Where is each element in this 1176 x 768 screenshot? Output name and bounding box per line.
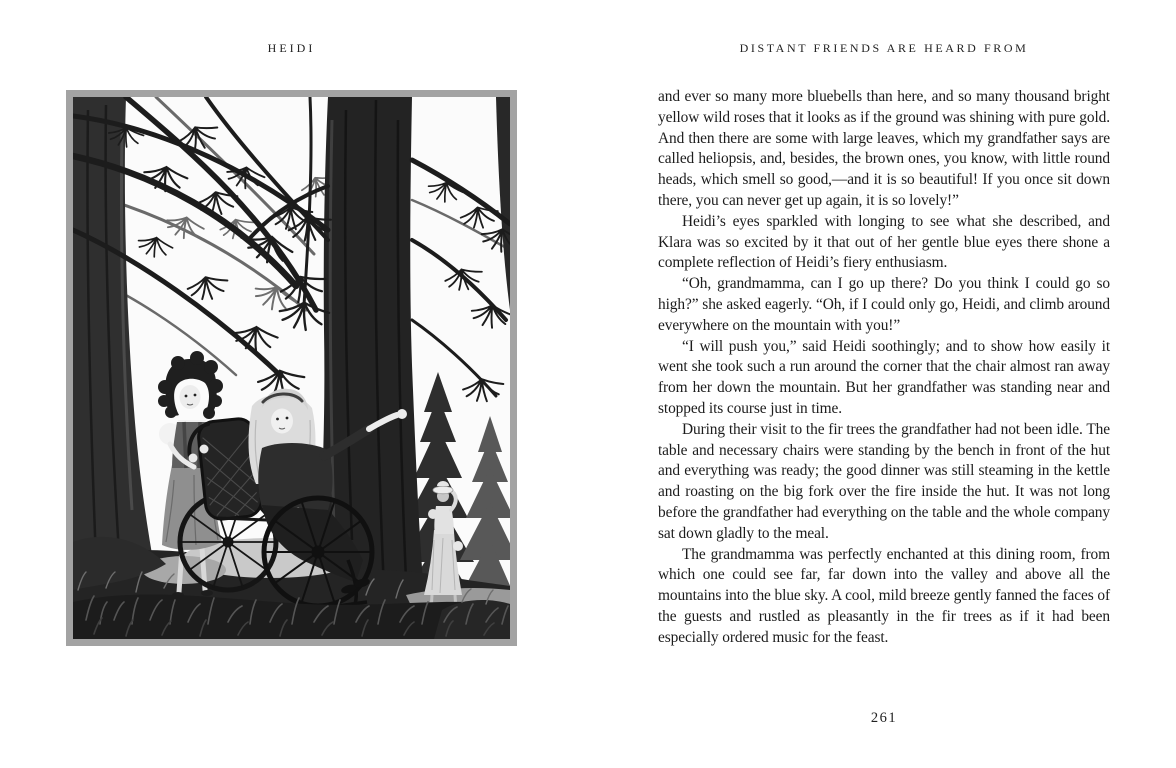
running-head-left: HEIDI [267, 41, 316, 55]
paragraph: “I will push you,” said Heidi soothingly; and to show how easily it went she took such a run around the corner that the chair almost ran away from her down the mountain. But her grandfather was standing near and stopped its course just in time. [658, 337, 1110, 417]
page-number: 261 [870, 710, 898, 726]
paragraph: “Oh, grandmamma, can I go up there? Do you think I could go so high?” she asked eagerly. “Oh, if I could only go, Heidi, and climb around everywhere on the mountain with you!” [658, 275, 1110, 334]
paragraph: The grandmamma was perfectly enchanted at this dining room, from which one could see far, far down into the valley and above all the mountains into the blue sky. A cool, mild breeze gently fanned the faces of the guests and rustled as pleasantly in the fir trees as if it had been especially ordered music for the feast. [658, 545, 1110, 646]
illustration [66, 90, 517, 646]
body-text [658, 87, 1110, 649]
paragraph: and ever so many more bluebells than here, and so many thousand bright yellow wild roses that it looks as if the ground was shining with pure gold. And then there are some with large leaves, which my grandfather says are called heliopsis, and, besides, the brown ones, you know, with little round heads, which smell so good,—and it is so beautiful! If you once sit down there, you can never get up again, it is so lovely!” [658, 88, 1110, 209]
forest-illustration [66, 90, 517, 646]
paragraph: During their visit to the fir trees the grandfather had not been idle. The table and necessary chairs were standing by the bench in front of the hut and everything was ready; the good dinner was still steaming in the kettle and roasting on the big fork over the fire inside the hut. It was not long before the grandfather had everything on the table and the whole company sat down gladly to the meal. [658, 420, 1110, 542]
paragraph: Heidi’s eyes sparkled with longing to see what she described, and Klara was so excited by it that out of her gentle blue eyes there shone a complete reflection of Heidi’s fiery enthusiasm. [658, 212, 1110, 272]
running-head-right: DISTANT FRIENDS ARE HEARD FROM [739, 41, 1029, 55]
